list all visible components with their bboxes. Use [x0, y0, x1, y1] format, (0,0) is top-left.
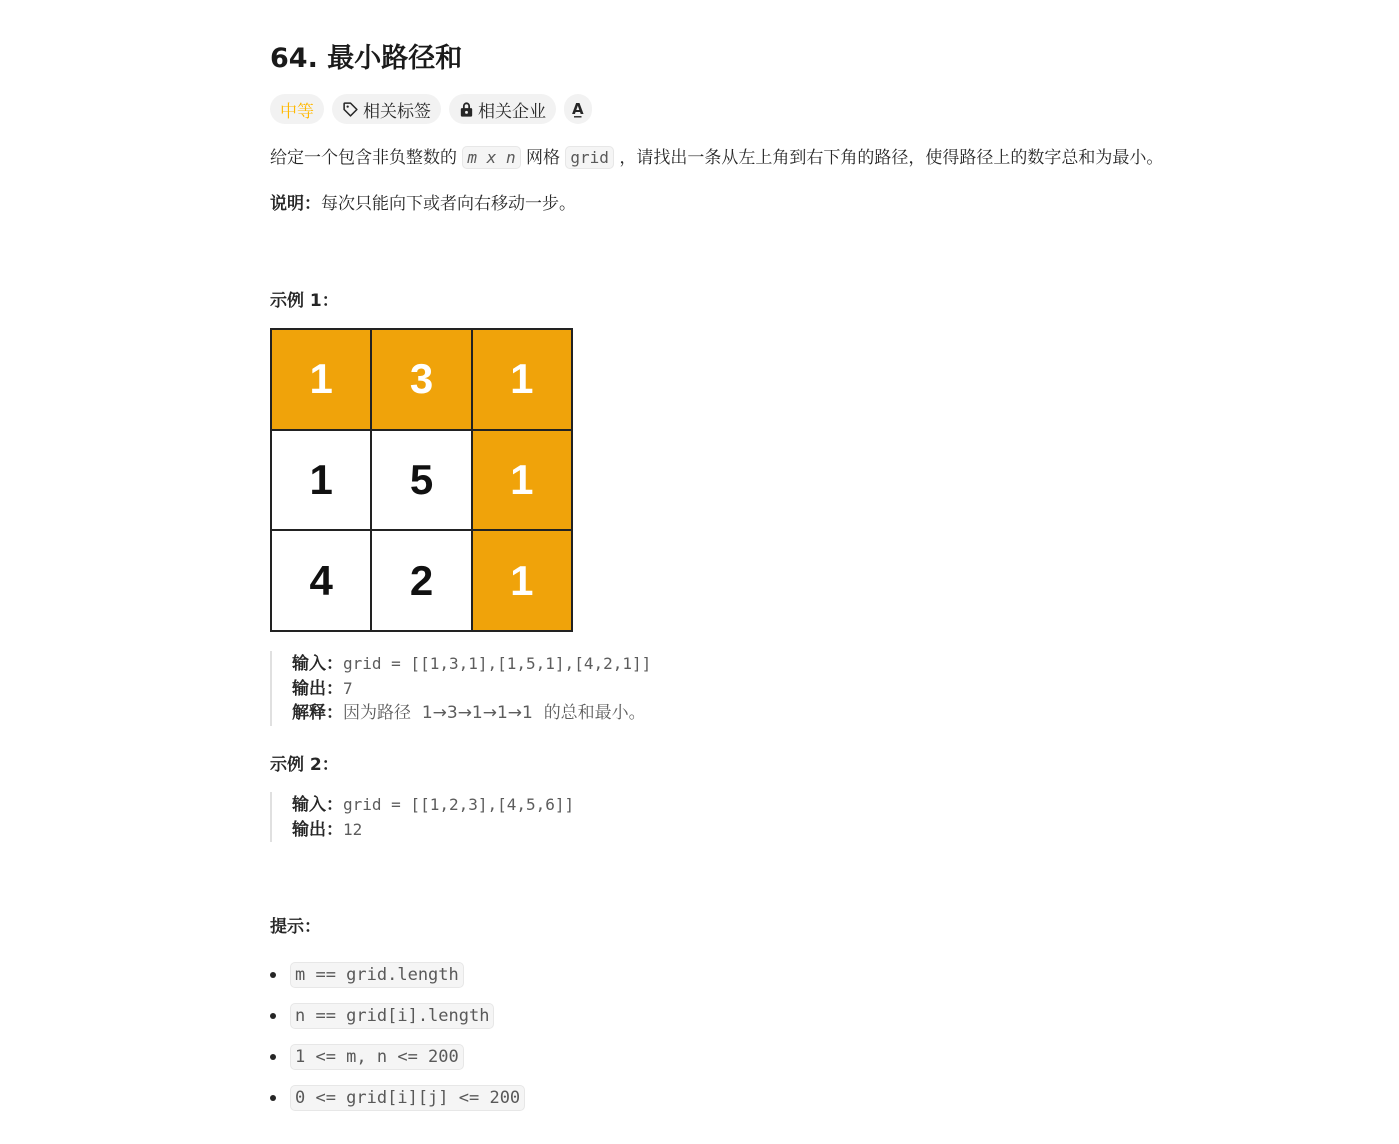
example-1-heading: 示例 1： [270, 291, 339, 311]
tag-icon [342, 101, 359, 118]
output-value: 12 [343, 820, 363, 839]
example-1-explanation [292, 701, 651, 726]
bullet-icon [270, 972, 276, 978]
constraints-list [270, 954, 525, 1118]
example-2-block [270, 792, 574, 842]
bullet-icon [270, 1054, 276, 1060]
related-companies-label: 相关企业 [478, 101, 546, 122]
bullet-icon [270, 1095, 276, 1101]
translate-icon: A̲ [572, 100, 584, 118]
difficulty-label: 中等 [280, 101, 314, 122]
statement-prefix: 给定一个包含非负整数的 [270, 148, 457, 168]
problem-statement [270, 146, 1163, 170]
explain-path: 1→3→1→1→1 [421, 703, 533, 723]
problem-note [270, 192, 576, 216]
output-label: 输出： [292, 679, 343, 699]
code-m-x-n: m x n [462, 146, 520, 169]
list-item [270, 1077, 525, 1118]
input-value: grid = [[1,3,1],[1,5,1],[4,2,1]] [343, 654, 652, 673]
constraint-code: n == grid[i].length [290, 1003, 494, 1029]
list-item [270, 995, 525, 1036]
explain-prefix: 因为路径 [343, 703, 411, 723]
example-1-block [270, 651, 651, 726]
output-value: 7 [343, 679, 353, 698]
input-label: 输入： [292, 654, 343, 674]
problem-title: 64. 最小路径和 [270, 43, 463, 74]
constraint-code: 0 <= grid[i][j] <= 200 [290, 1085, 525, 1111]
example-2-output [292, 817, 574, 842]
grid-cell: 1 [473, 531, 571, 630]
explain-label: 解释： [292, 703, 343, 723]
constraint-code: m == grid.length [290, 962, 464, 988]
grid-cell: 1 [272, 330, 370, 429]
note-label: 说明： [270, 194, 321, 214]
bullet-icon [270, 1013, 276, 1019]
grid-cell: 1 [473, 431, 571, 530]
grid-cell: 2 [372, 531, 470, 630]
input-value: grid = [[1,2,3],[4,5,6]] [343, 795, 575, 814]
hints-heading: 提示： [270, 917, 321, 937]
translate-button[interactable] [564, 94, 592, 124]
grid-cell: 4 [272, 531, 370, 630]
grid-cell: 3 [372, 330, 470, 429]
related-topics-label: 相关标签 [363, 101, 431, 122]
list-item [270, 954, 525, 995]
output-label: 输出： [292, 820, 343, 840]
grid-cell: 1 [473, 330, 571, 429]
grid-cell: 1 [272, 431, 370, 530]
difficulty-badge [270, 94, 324, 124]
example-1-input [292, 651, 651, 676]
problem-tags-row [270, 94, 592, 124]
related-companies-button[interactable] [449, 94, 556, 124]
example-2-heading: 示例 2： [270, 755, 339, 775]
note-text: 每次只能向下或者向右移动一步。 [321, 194, 576, 214]
lock-icon [459, 101, 474, 118]
statement-middle: 网格 [525, 148, 560, 168]
related-topics-button[interactable] [332, 94, 441, 124]
example-2-input [292, 792, 574, 817]
grid-cell: 5 [372, 431, 470, 530]
input-label: 输入： [292, 795, 343, 815]
code-grid: grid [565, 146, 614, 169]
example-1-grid-image [270, 328, 573, 632]
constraint-code: 1 <= m, n <= 200 [290, 1044, 464, 1070]
statement-suffix: ，请找出一条从左上角到右下角的路径，使得路径上的数字总和为最小。 [619, 148, 1164, 168]
example-1-output [292, 676, 651, 701]
list-item [270, 1036, 525, 1077]
explain-suffix: 的总和最小。 [543, 703, 646, 723]
